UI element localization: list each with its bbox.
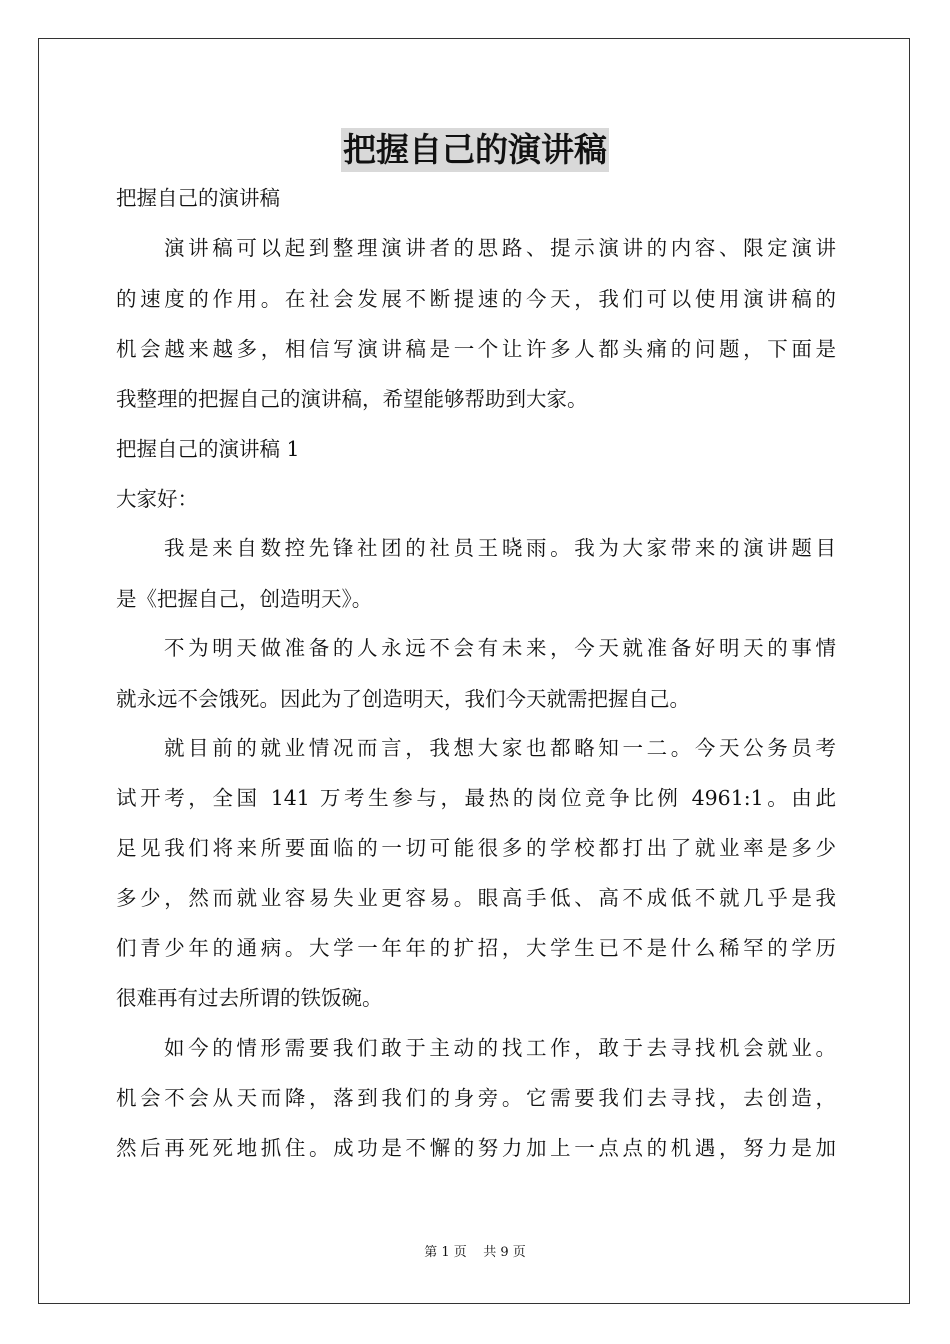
paragraph-line: 不为明天做准备的人永远不会有未来，今天就准备好明天的事情 bbox=[164, 636, 836, 660]
paragraph-line: 机会越来越多，相信写演讲稿是一个让许多人都头痛的问题，下面是 bbox=[116, 337, 836, 361]
paragraph-line: 我是来自数控先锋社团的社员王晓雨。我为大家带来的演讲题目 bbox=[164, 536, 836, 560]
paragraph-line: 多少，然而就业容易失业更容易。眼高手低、高不成低不就几乎是我 bbox=[116, 886, 836, 910]
document-title bbox=[0, 128, 950, 172]
paragraph-line: 就目前的就业情况而言，我想大家也都略知一二。今天公务员考 bbox=[164, 736, 836, 760]
paragraph-line: 演讲稿可以起到整理演讲者的思路、提示演讲的内容、限定演讲 bbox=[164, 236, 836, 260]
paragraph-line: 机会不会从天而降，落到我们的身旁。它需要我们去寻找，去创造， bbox=[116, 1086, 836, 1110]
section-heading: 把握自己的演讲稿 1 bbox=[116, 437, 300, 461]
paragraph-line: 很难再有过去所谓的铁饭碗。 bbox=[116, 986, 383, 1010]
paragraph-line: 是《把握自己，创造明天》。 bbox=[116, 587, 373, 611]
page-number: 第 1 页 共 9 页 bbox=[424, 1245, 526, 1260]
greeting-line: 大家好： bbox=[116, 487, 198, 511]
paragraph-line: 就永远不会饿死。因此为了创造明天，我们今天就需把握自己。 bbox=[116, 687, 690, 711]
paragraph-line: 试开考，全国 141 万考生参与，最热的岗位竞争比例 4961:1。由此 bbox=[116, 786, 836, 810]
document-title-text: 把握自己的演讲稿 bbox=[341, 128, 609, 172]
paragraph-line: 们青少年的通病。大学一年年的扩招，大学生已不是什么稀罕的学历 bbox=[116, 936, 836, 960]
paragraph-line: 如今的情形需要我们敢于主动的找工作，敢于去寻找机会就业。 bbox=[164, 1036, 836, 1060]
paragraph-line: 足见我们将来所要面临的一切可能很多的学校都打出了就业率是多少 bbox=[116, 836, 836, 860]
paragraph-line: 然后再死死地抓住。成功是不懈的努力加上一点点的机遇，努力是加 bbox=[116, 1136, 836, 1160]
page-border bbox=[38, 38, 910, 1304]
subtitle-line: 把握自己的演讲稿 bbox=[116, 186, 280, 210]
paragraph-line: 我整理的把握自己的演讲稿，希望能够帮助到大家。 bbox=[116, 387, 588, 411]
page-footer bbox=[0, 1244, 950, 1262]
paragraph-line: 的速度的作用。在社会发展不断提速的今天，我们可以使用演讲稿的 bbox=[116, 287, 836, 311]
